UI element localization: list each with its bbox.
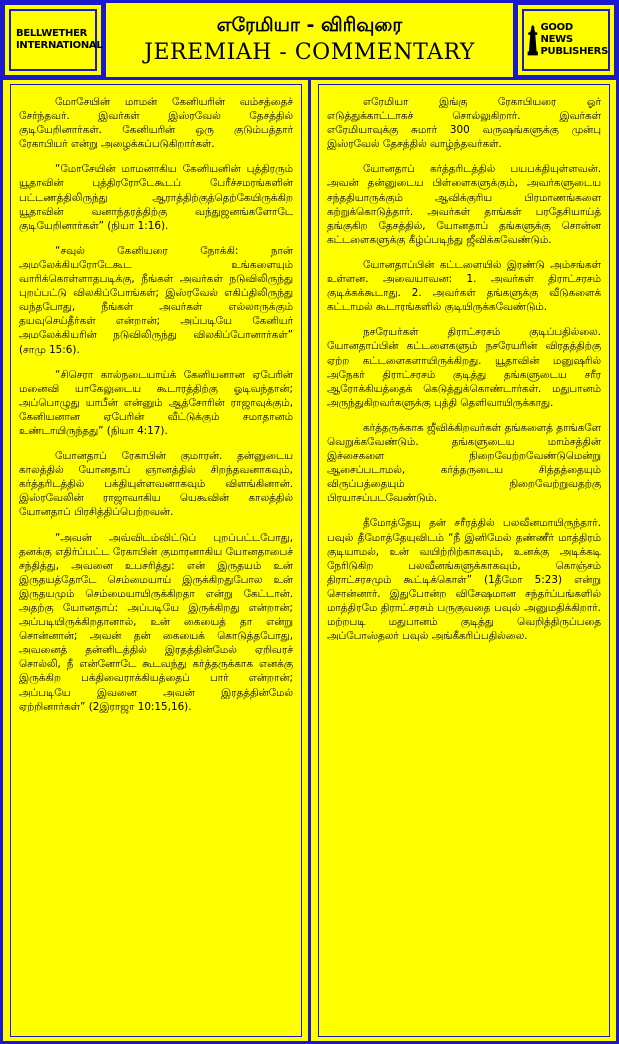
right-column	[311, 80, 616, 1041]
lighthouse-icon	[527, 14, 539, 66]
paragraph: “சவுல் கேனியரை நோக்கி: நான் அமலேக்கியரோடேகூட உங்களையும் வாரிக்கொள்ளாதபடிக்கு, நீங்கள் அவர்கள் நடுவிலிருந்து புறப்பட்டு விலகிப்போங்கள்; இஸ்ரவேல் எகிப்திலிருந்து வந்தபோது, நீங்கள் அவர்கள் எல்லாருக்கும் தயவுசெய்தீர்கள் என்றான்; அப்படியே கேனியர் அமலேக்கியரின் நடுவிலிருந்து விலகிப்போனார்கள்” (சாமு 15:6).	[19, 244, 293, 356]
right-logo-line1: GOOD NEWS	[540, 22, 573, 45]
body-columns	[3, 80, 616, 1041]
paragraph: மோசேயின் மாமன் கேனியரின் வம்சத்தைச் சேர்ந்தவர். இவர்கள் இஸ்ரவேல் தேசத்தில் குடியேறினார்கள். கேனியரின் ஒரு குடும்பத்தார் ரேகாபியர் என்று அழைக்கப்படுகிறார்கள்.	[19, 96, 293, 151]
title-english: JEREMIAH - COMMENTARY	[144, 40, 475, 65]
left-logo-line1: BELLWETHER	[16, 28, 88, 39]
paragraph: எரேமியா இங்கு ரேகாபியரை ஓர் எடுத்துக்காட்டாகச் சொல்லுகிறார். இவர்கள் எரேமியாவுக்கு சுமார் 300 வருஷங்களுக்கு முன்பு இஸ்ரவேல் தேசத்தில் வாழ்ந்தவர்கள்.	[327, 96, 601, 151]
paragraph: நசரேயர்கள் திராட்சரசம் குடிப்பதில்லை. யோனதாப்பின் கட்டளைகளும் நசரேயரின் விரதத்திற்கு ஏற்ற கட்டளைகளாயிருக்கிறது. யூதாவின் மனுஷரில் அநேகர் திராட்சரசம் குடித்து தங்களுடைய சரீர ஆரோக்கியத்தைக் கெடுத்துக்கொண்டார்கள். மதுபானம் அருந்துகிறவர்களுக்கு புத்தி தெளிவாயிருக்காது.	[327, 326, 601, 409]
paragraph: “அவன் அவ்விடம்விட்டுப் புறப்பட்டபோது, தனக்கு எதிர்ப்பட்ட ரேகாபின் குமாரனாகிய யோனதாபைச் சந்தித்து, அவனை உபசரித்து: என் இருதயம் உன் இருதயத்தோடே செம்மையாய் இருக்கிறதுபோல உன் இருதயமும் செம்மையாயிருக்கிறதா என்று கேட்டான். அதற்கு யோனதாப்: அப்படியே இருக்கிறது என்றான்; அப்படியிருக்கிறதானால், உன் கையைத் தா என்று சொன்னான்; அவன் தன் கையைக் கொடுத்தபோது, அவனைத் தன்னிடத்தில் இரதத்தின்மேல் ஏறிவரச் சொல்லி, நீ என்னோடே கூடவந்து கர்த்தருக்காக எனக்கு இருக்கிற பக்திவைராக்கியத்தைப் பார் என்றான்; அப்படியே இவனை அவன் இரதத்தின்மேல் ஏற்றினார்கள்” (2இராஜா 10:15,16).	[19, 531, 293, 713]
title-block	[106, 3, 513, 77]
paragraph: யோனதாப் கர்த்தரிடத்தில் பயபக்தியுள்ளவன். அவன் தன்னுடைய பிள்ளைகளுக்கும், அவர்களுடைய சந்ததியாருக்கும் ஆவிக்குரிய பிரமாணங்களை கற்றுக்கொடுத்தார். அவர்கள் தாங்கள் பரதேசியாய்த் தங்குகிற தேசத்தில், யோனதாப் தங்களுக்கு சொன்ன கட்டளைகளுக்கு கீழ்ப்படிந்து ஜீவிக்கவேண்டும்.	[327, 163, 601, 246]
left-column	[3, 80, 308, 1041]
paragraph: தீமோத்தேயு தன் சரீரத்தில் பலவீனமாயிருந்தார். பவுல் தீமோத்தேயுவிடம் “நீ இனிமேல் தண்ணீர் மாத்திரம் குடியாமல், உன் வயிற்றிற்காகவும், உனக்கு அடிக்கடி நேரிடுகிற பலவீனங்களுக்காகவும், கொஞ்சம் திராட்சரசமும் கூட்டிக்கொள்” (1தீமோ 5:23) என்று சொன்னார். இதுபோன்ற விசேஷமான சந்தர்ப்பங்களில் மாத்திரமே திராட்சரசம் பருகுவதை பவுல் அனுமதிக்கிறார். மற்றபடி மதுபானம் குடித்து வெறித்திருப்பதை அப்போஸ்தலர் பவுல் அங்கீகரிப்பதில்லை.	[327, 517, 601, 643]
right-logo-line2: PUBLISHERS	[540, 46, 608, 57]
paragraph: கர்த்தருக்காக ஜீவிக்கிறவர்கள் தங்களைத் தாங்களே வெறுக்கவேண்டும். தங்களுடைய மாம்சத்தின் இச்சைகளை நிறைவேற்றவேண்டுமென்று ஆசைப்படாமல், கர்த்தருடைய சித்தத்தையும் விருப்பத்தையும் நிறைவேற்றுவதற்கு பிரயாசப்படவேண்டும்.	[327, 421, 601, 505]
good-news-logo	[516, 3, 616, 77]
left-logo-line2: INTERNATIONAL	[16, 40, 103, 51]
header	[3, 3, 616, 77]
paragraph: “மோசேயின் மாமனாகிய கேனியனின் புத்திரரும் யூதாவின் புத்திரரோடேகூடப் பேரீச்சமரங்களின் பட்டணத்திலிருந்து ஆராத்திற்குத்தெற்கேயிருக்கிற யூதாவின் வனாந்தரத்திற்கு வந்துஜனங்களோடே குடியேறினார்கள்” (நியா 1:16).	[19, 163, 293, 232]
paragraph: “சிசெரா கால்நடையாய்க் கேனியனான ஏபேரின் மனைவி யாகேலுடைய கூடாரத்திற்கு ஓடிவந்தான்; அப்பொழுது யாபீன் என்னும் ஆத்சோரின் ராஜாவுக்கும், கேனியனான ஏபேரின் வீட்டுக்கும் சமாதானம் உண்டாயிருந்தது” (நியா 4:17).	[19, 368, 293, 437]
paragraph: யோனதாப்பின் கட்டளையில் இரண்டு அம்சங்கள் உள்ளன. அவையாவன: 1. அவர்கள் திராட்சரசம் குடிக்கக்கூடாது. 2. அவர்கள் தங்களுக்கு வீடுகளைக் கட்டாமல் கூடாரங்களில் குடியிருக்கவேண்டும்.	[327, 258, 601, 314]
paragraph: யோனதாப் ரேகாபின் குமாரன். தன்னுடைய காலத்தில் யோனதாப் ஞானத்தில் சிறந்தவனாகவும், கர்த்தரிடத்தில் பக்தியுள்ளவனாகவும் விளங்கினான். இஸ்ரவேலின் ராஜாவாகிய யெகூவின் காலத்தில் யோனதாப் பிரசித்திப்பெற்றவன்.	[19, 450, 293, 519]
title-tamil: எரேமியா - விரிவுரை	[216, 14, 403, 36]
bellwether-logo	[3, 3, 103, 77]
